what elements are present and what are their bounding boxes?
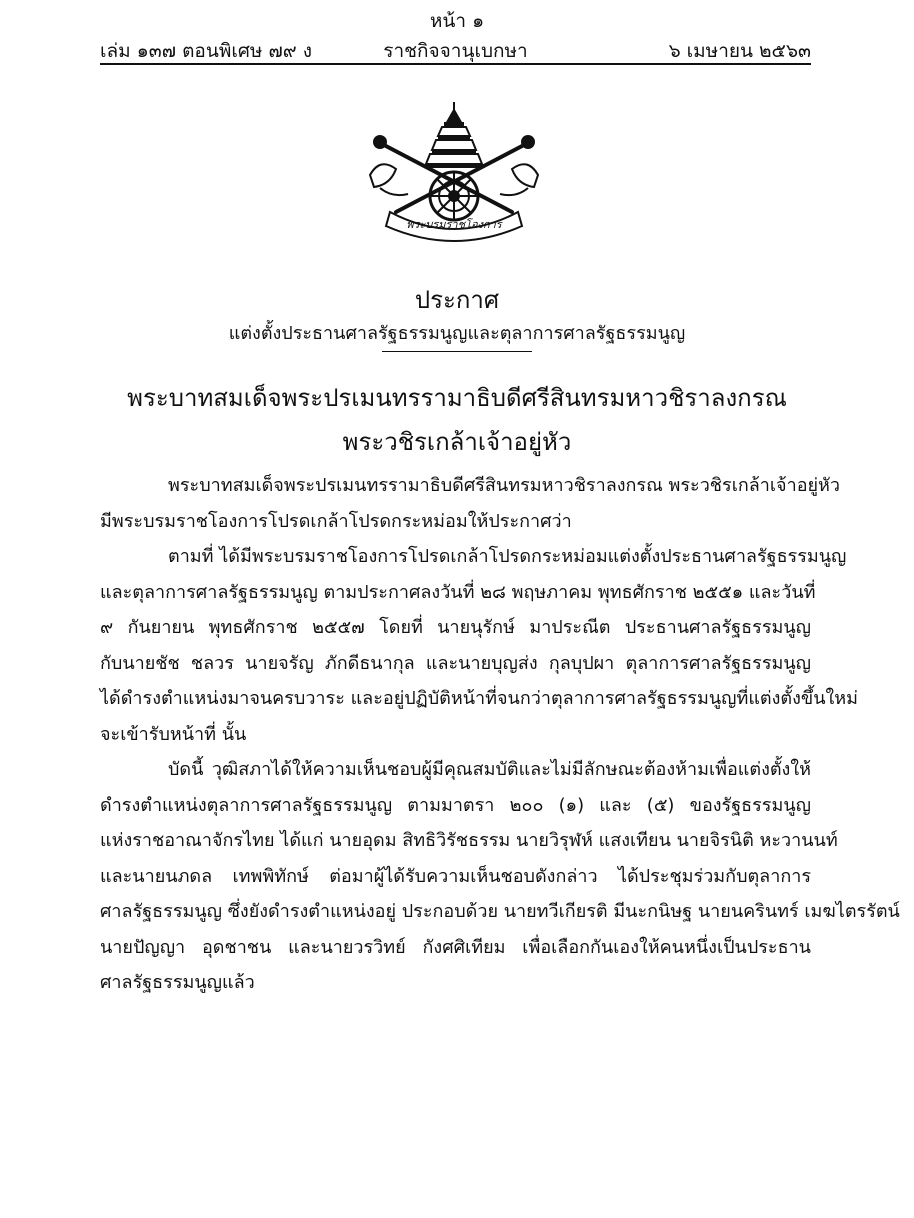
body-line: ดำรงตำแหน่งตุลาการศาลรัฐธรรมนูญ ตามมาตรา ๒๐๐ (๑) และ (๕) ของรัฐธรรมนูญ	[100, 794, 811, 816]
body-line: ได้ดำรงตำแหน่งมาจนครบวาระ และอยู่ปฏิบัติหน้าที่จนกว่าตุลาการศาลรัฐธรรมนูญที่แต่งตั้งขึ้นใหม่	[100, 688, 859, 709]
body-line: และตุลาการศาลรัฐธรรมนูญ ตามประกาศลงวันที่ ๒๘ พฤษภาคม พุทธศักราช ๒๕๕๑ และวันที่	[100, 581, 816, 603]
header-divider	[100, 63, 811, 65]
king-name-block	[0, 376, 914, 464]
paragraph-2	[100, 539, 859, 752]
publication-date: ๖ เมษายน ๒๕๖๓	[668, 40, 811, 62]
royal-emblem-icon	[362, 100, 546, 242]
announcement-body	[100, 468, 900, 1001]
svg-text:พระบรมราชโองการ: พระบรมราชโองการ	[406, 218, 502, 231]
body-line: มีพระบรมราชโองการโปรดเกล้าโปรดกระหม่อมให้ประกาศว่า	[100, 510, 572, 532]
body-line: นายปัญญา อุดชาชน และนายวรวิทย์ กังศศิเทียม เพื่อเลือกกันเองให้คนหนึ่งเป็นประธาน	[100, 936, 811, 958]
announcement-subtitle: แต่งตั้งประธานศาลรัฐธรรมนูญและตุลาการศาลรัฐธรรมนูญ	[228, 323, 686, 344]
body-line: พระบาทสมเด็จพระปรเมนทรรามาธิบดีศรีสินทรมหาวชิราลงกรณ พระวชิรเกล้าเจ้าอยู่หัว	[168, 475, 841, 496]
publication-name: ราชกิจจานุเบกษา	[383, 40, 528, 62]
gazette-header	[100, 36, 811, 62]
body-line: ศาลรัฐธรรมนูญแล้ว	[100, 972, 255, 993]
title-divider	[382, 351, 532, 352]
page-number: หน้า ๑	[429, 10, 485, 32]
body-line: และนายนภดล เทพพิทักษ์ ต่อมาผู้ได้รับความเห็นชอบดังกล่าว ได้ประชุมร่วมกับตุลาการ	[100, 865, 811, 887]
body-line: ศาลรัฐธรรมนูญ ซึ่งยังดำรงตำแหน่งอยู่ ประกอบด้วย นายทวีเกียรติ มีนะกนิษฐ นายนครินทร์ เมฆไตรรัตน์	[100, 901, 900, 922]
king-name-line-1: พระบาทสมเด็จพระปรเมนทรรามาธิบดีศรีสินทรมหาวชิราลงกรณ	[127, 384, 787, 412]
body-line: ๙ กันยายน พุทธศักราช ๒๕๕๗ โดยที่ นายนุรักษ์ มาประณีต ประธานศาลรัฐธรรมนูญ	[100, 617, 811, 638]
body-line: บัดนี้ วุฒิสภาได้ให้ความเห็นชอบผู้มีคุณสมบัติและไม่มีลักษณะต้องห้ามเพื่อแต่งตั้งให้	[168, 759, 811, 780]
paragraph-1	[100, 468, 841, 539]
body-line: ตามที่ ได้มีพระบรมราชโองการโปรดเกล้าโปรดกระหม่อมแต่งตั้งประธานศาลรัฐธรรมนูญ	[168, 546, 847, 567]
body-line: จะเข้ารับหน้าที่ นั้น	[100, 723, 247, 745]
king-name-line-2: พระวชิรเกล้าเจ้าอยู่หัว	[342, 428, 572, 456]
body-line: กับนายชัช ชลวร นายจรัญ ภักดีธนากุล และนายบุญส่ง กุลบุปผา ตุลาการศาลรัฐธรรมนูญ	[100, 652, 811, 674]
paragraph-3	[100, 752, 900, 1001]
announcement-title: ประกาศ	[414, 286, 500, 314]
volume-info: เล่ม ๑๓๗ ตอนพิเศษ ๗๙ ง	[100, 40, 312, 62]
body-line: แห่งราชอาณาจักรไทย ได้แก่ นายอุดม สิทธิวิรัชธรรม นายวิรุฬห์ แสงเทียน นายจิรนิติ หะวานนท์	[100, 830, 838, 851]
